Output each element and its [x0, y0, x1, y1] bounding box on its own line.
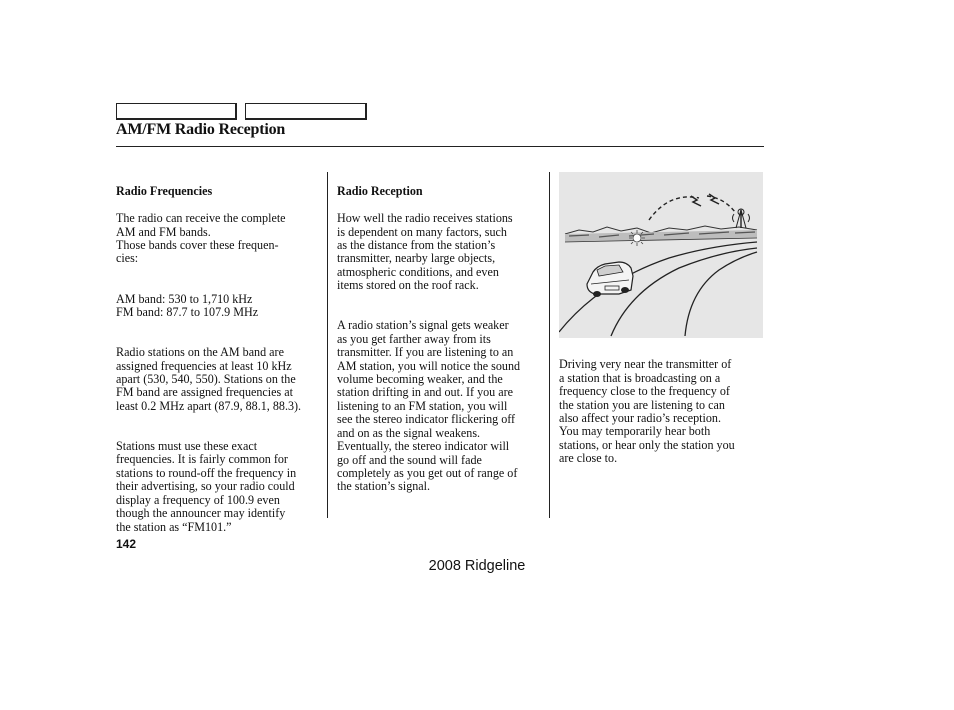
column-radio-reception	[337, 172, 543, 507]
paragraph: The radio can receive the complete AM and FM bands. Those bands cover these frequen- cies:	[116, 211, 286, 266]
paragraph: A radio station’s signal gets weaker as you get farther away from its transmitter. If you are listening to an AM station, you will notice the sound volume becoming weaker, and the station drifting in and out. If you are listening to an FM station, you will see the stereo indicator flickering off and on as the signal weakens. Eventually, the stereo indicator will go off and the sound will fade completely as you get out of range of the station’s signal.	[337, 318, 521, 494]
page-title: AM/FM Radio Reception	[116, 121, 286, 138]
nav-tab-button-1[interactable]	[116, 103, 237, 120]
signal-burst-icon	[629, 230, 645, 246]
column-divider-1	[327, 172, 328, 518]
nav-tab-button-2[interactable]	[245, 103, 367, 120]
section-heading-radio-reception: Radio Reception	[337, 184, 423, 199]
paragraph: Driving very near the transmitter of a station that is broadcasting on a frequency close to the frequency of the station you are listening to can also affect your radio’s reception. You may temporarily hear both stations, or hear only the station you are close to.	[559, 357, 735, 466]
column-divider-2	[549, 172, 550, 518]
column-transmitter-interference	[559, 345, 763, 479]
transmitter-tower-icon	[733, 209, 750, 228]
page-number: 142	[116, 537, 137, 551]
radio-reception-illustration	[559, 172, 763, 338]
paragraph: AM band: 530 to 1,710 kHz FM band: 87.7 to 107.9 MHz	[116, 291, 259, 320]
title-divider	[116, 146, 764, 147]
paragraph: Stations must use these exact frequencies. It is fairly common for stations to round-off the frequency in their advertising, so your radio could display a frequency of 100.9 even though the announcer may identify the station as “FM101.”	[116, 439, 297, 534]
car-icon	[587, 262, 633, 297]
paragraph: Radio stations on the AM band are assigned frequencies at least 10 kHz apart (530, 540, 550). Stations on the FM band are assigned frequencies at least 0.2 MHz apart (87.9, 88.1, 88.3).	[116, 345, 302, 413]
footer-model-name: 2008 Ridgeline	[428, 558, 526, 574]
paragraph: How well the radio receives stations is dependent on many factors, such as the distance from the station’s transmitter, nearby large objects, atmospheric conditions, and even items stored on the roof rack.	[337, 211, 513, 293]
section-heading-radio-frequencies: Radio Frequencies	[116, 184, 213, 199]
column-radio-frequencies	[116, 172, 322, 547]
